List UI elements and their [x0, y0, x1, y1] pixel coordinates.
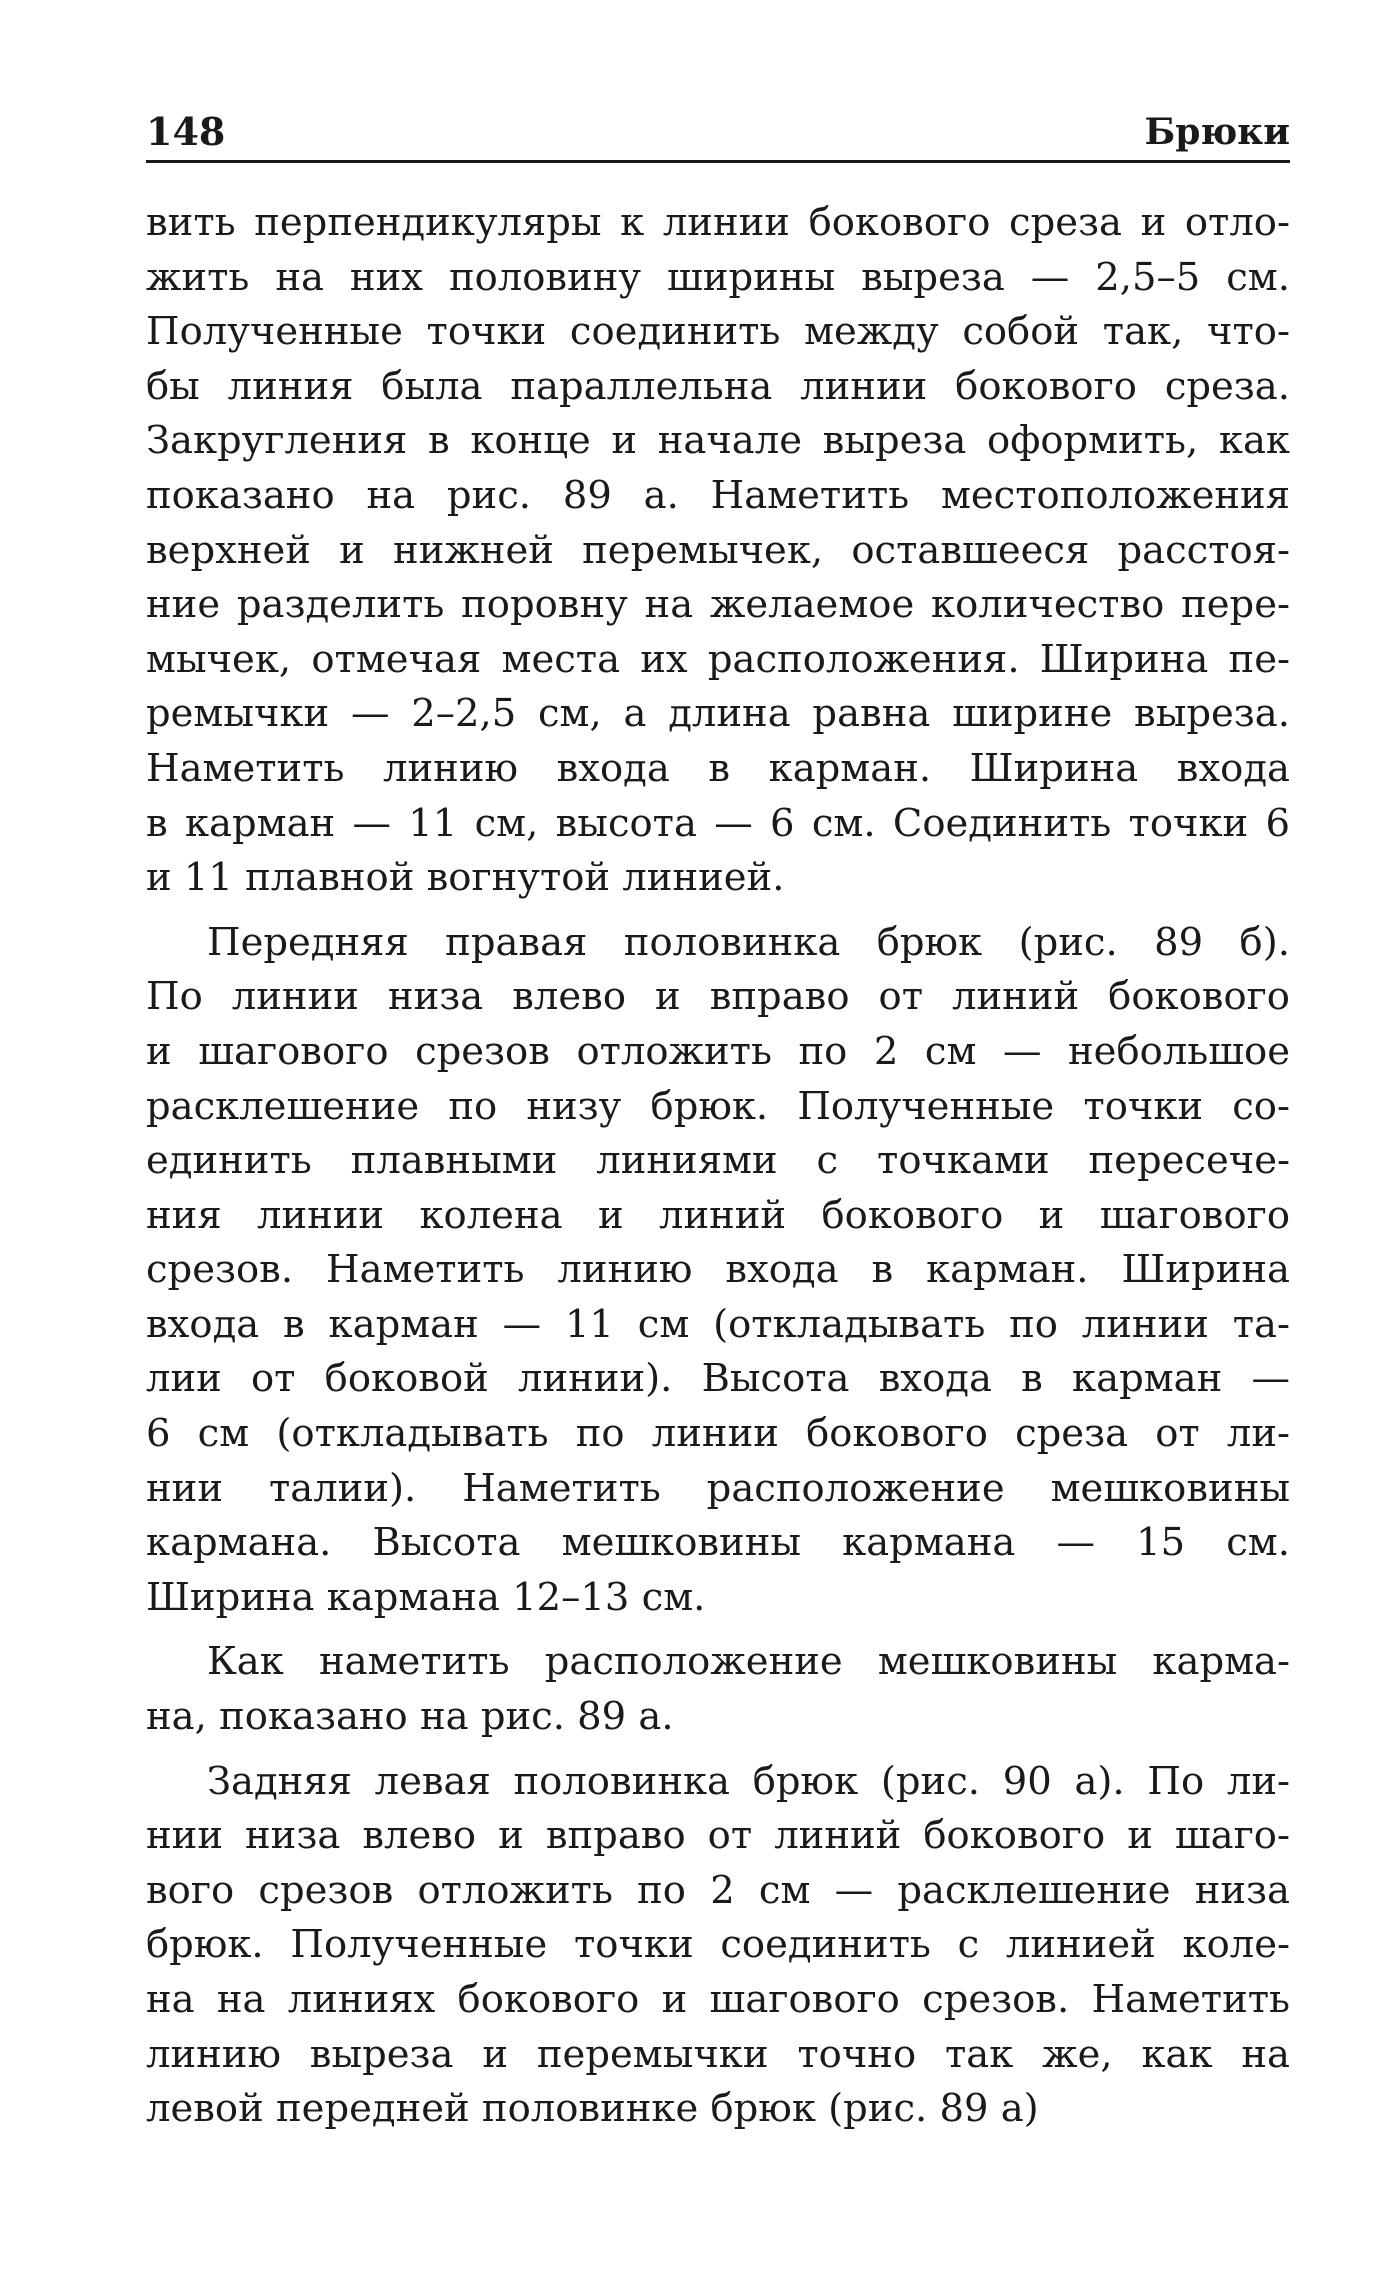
text-line: кармана. Высота мешковины кармана — 15 см.	[146, 1520, 1290, 1566]
text-line: ния линии колена и линий бокового и шагового	[146, 1192, 1290, 1238]
text-line: мычек, отмечая места их расположения. Ширина пе-	[146, 636, 1290, 682]
text-line: Передняя правая половинка брюк (рис. 89 б).	[207, 919, 1290, 965]
running-header	[146, 108, 1290, 163]
paragraph-4	[146, 1755, 1290, 2137]
body-text	[146, 196, 1290, 2137]
text-line: срезов. Наметить линию входа в карман. Ширина	[146, 1247, 1290, 1293]
paragraph-2	[146, 916, 1290, 1626]
text-line: нии низа влево и вправо от линий бокового и шаго-	[146, 1813, 1290, 1859]
text-line: Ширина кармана 12–13 см.	[146, 1574, 706, 1620]
text-line: единить плавными линиями с точками пересече-	[146, 1138, 1290, 1184]
text-line: вого срезов отложить по 2 см — расклешение низа	[146, 1867, 1290, 1913]
text-line: левой передней половинке брюк (рис. 89 а)	[146, 2086, 1039, 2132]
text-line: Как наметить расположение мешковины карма-	[207, 1639, 1290, 1685]
text-line: Полученные точки соединить между собой так, что-	[146, 309, 1290, 355]
text-line: и 11 плавной вогнутой линией.	[146, 855, 785, 901]
text-line: на, показано на рис. 89 а.	[146, 1694, 674, 1740]
text-line: лии от боковой линии). Высота входа в карман —	[146, 1356, 1290, 1402]
text-line: 6 см (откладывать по линии бокового среза от ли-	[146, 1411, 1290, 1457]
text-line: Задняя левая половинка брюк (рис. 90 а). По ли-	[207, 1758, 1290, 1804]
text-line: жить на них половину ширины выреза — 2,5–5 см.	[146, 254, 1290, 300]
text-line: входа в карман — 11 см (откладывать по линии та-	[146, 1301, 1290, 1347]
text-line: и шагового срезов отложить по 2 см — небольшое	[146, 1028, 1290, 1074]
text-line: Наметить линию входа в карман. Ширина входа	[146, 745, 1290, 791]
text-line: нии талии). Наметить расположение мешковины	[146, 1465, 1290, 1511]
text-line: в карман — 11 см, высота — 6 см. Соединить точки 6	[146, 800, 1290, 846]
paragraph-1	[146, 196, 1290, 906]
text-line: ремычки — 2–2,5 см, а длина равна ширине выреза.	[146, 691, 1290, 737]
text-line: на на линиях бокового и шагового срезов. Наметить	[146, 1977, 1290, 2022]
text-line: ние разделить поровну на желаемое количество пере-	[146, 582, 1290, 628]
text-line: брюк. Полученные точки соединить с линией коле-	[146, 1922, 1290, 1968]
text-line: Закругления в конце и начале выреза оформить, как	[146, 418, 1290, 464]
text-line: верхней и нижней перемычек, оставшееся расстоя-	[146, 527, 1290, 573]
text-line: линию выреза и перемычки точно так же, как на	[146, 2031, 1290, 2077]
paragraph-3	[146, 1635, 1290, 1744]
section-title: Брюки	[1144, 111, 1290, 153]
text-line: расклешение по низу брюк. Полученные точки со-	[146, 1083, 1290, 1129]
text-line: вить перпендикуляры к линии бокового среза и отло-	[146, 200, 1290, 245]
page-number: 148	[146, 109, 226, 154]
text-line: показано на рис. 89 а. Наметить местоположения	[146, 472, 1290, 518]
text-line: По линии низа влево и вправо от линий бокового	[146, 974, 1290, 1020]
text-line: бы линия была параллельна линии бокового среза.	[146, 363, 1290, 409]
